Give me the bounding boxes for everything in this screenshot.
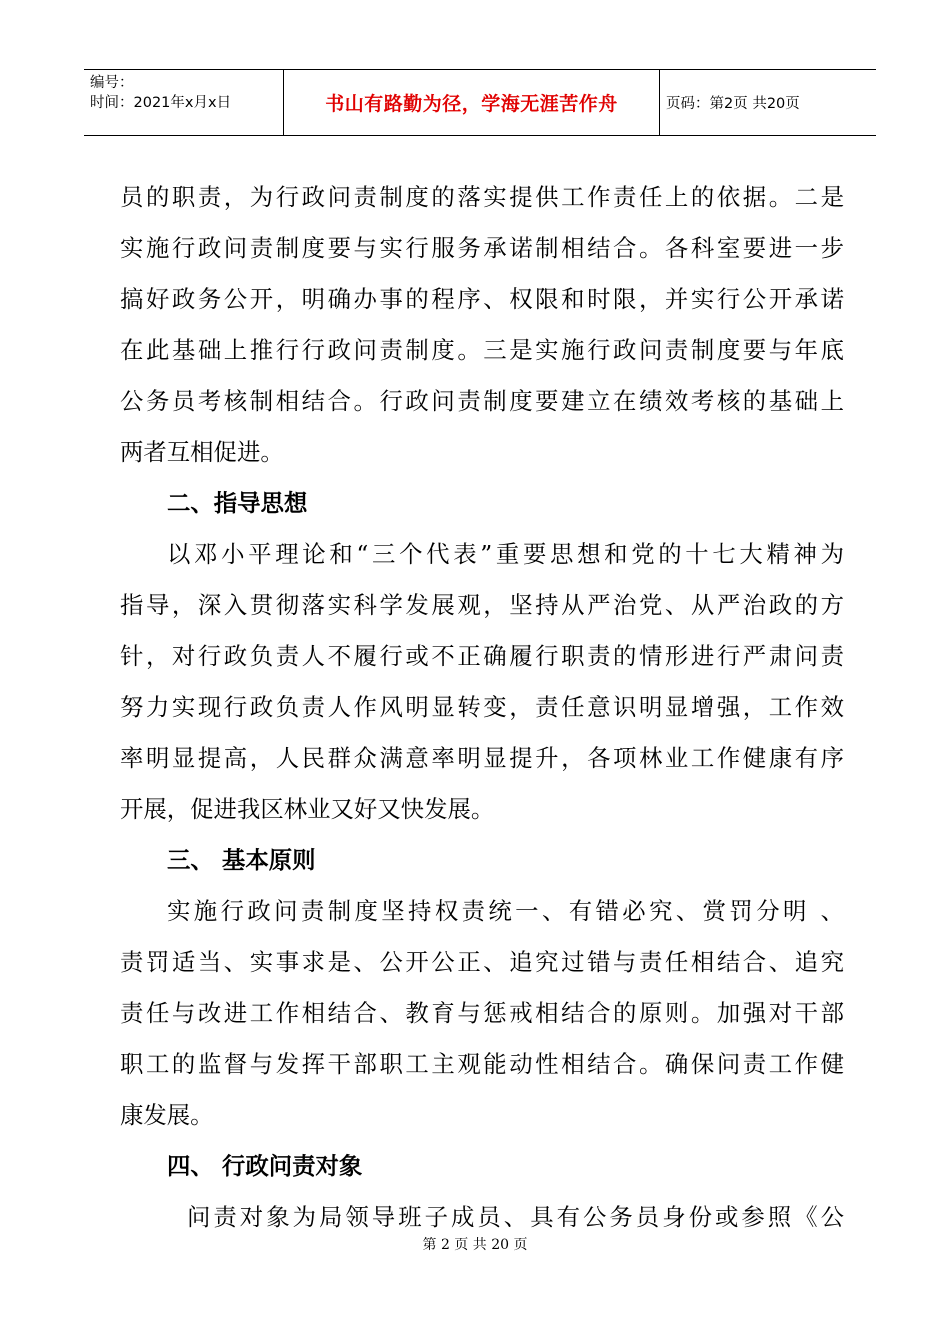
header-page-info: 页码：第2页 共20页 <box>666 96 800 112</box>
paragraph-line: 针，对行政负责人不履行或不正确履行职责的情形进行严肃问责 <box>120 642 844 670</box>
paragraph-line: 以邓小平理论和“三个代表”重要思想和党的十七大精神为 <box>167 540 844 568</box>
paragraph-line: 实施行政问责制度坚持权责统一、有错必究、赏罚分明 、 <box>167 897 844 925</box>
header-motto: 书山有路勤为径，学海无涯苦作舟 <box>284 70 660 135</box>
section-heading: 二、指导思想 <box>167 489 308 517</box>
paragraph-line: 职工的监督与发挥干部职工主观能动性相结合。确保问责工作健 <box>120 1050 844 1078</box>
paragraph-line: 搞好政务公开，明确办事的程序、权限和时限，并实行公开承诺 <box>120 285 844 313</box>
page-header <box>84 69 876 136</box>
paragraph-line: 开展，促进我区林业又好又快发展。 <box>120 795 495 823</box>
section-heading: 三、 基本原则 <box>167 846 316 874</box>
paragraph-line: 责任与改进工作相结合、教育与惩戒相结合的原则。加强对干部 <box>120 999 844 1027</box>
paragraph-line: 率明显提高，人民群众满意率明显提升，各项林业工作健康有序 <box>120 744 844 772</box>
time-label: 时间：2021年x月x日 <box>90 95 232 111</box>
section-heading: 四、 行政问责对象 <box>167 1152 363 1180</box>
serial-label: 编号： <box>90 75 134 91</box>
paragraph-line: 公务员考核制相结合。行政问责制度要建立在绩效考核的基础上 <box>120 387 844 415</box>
paragraph-line: 两者互相促进。 <box>120 438 284 466</box>
document-body <box>120 172 844 1243</box>
paragraph-line: 员的职责，为行政问责制度的落实提供工作责任上的依据。二是 <box>120 183 844 211</box>
page-footer: 第 2 页 共 20 页 <box>422 1237 528 1253</box>
paragraph-line: 实施行政问责制度要与实行服务承诺制相结合。各科室要进一步 <box>120 234 844 262</box>
paragraph-line: 责罚适当、实事求是、公开公正、追究过错与责任相结合、追究 <box>120 948 844 976</box>
paragraph-line: 康发展。 <box>120 1101 214 1129</box>
paragraph-line: 指导，深入贯彻落实科学发展观，坚持从严治党、从严治政的方 <box>120 591 844 619</box>
paragraph-line: 在此基础上推行行政问责制度。三是实施行政问责制度要与年底 <box>120 336 844 364</box>
paragraph-line: 问责对象为局领导班子成员、具有公务员身份或参照《公 <box>187 1203 844 1231</box>
paragraph-line: 努力实现行政负责人作风明显转变，责任意识明显增强，工作效 <box>120 693 844 721</box>
header-meta <box>84 70 284 135</box>
